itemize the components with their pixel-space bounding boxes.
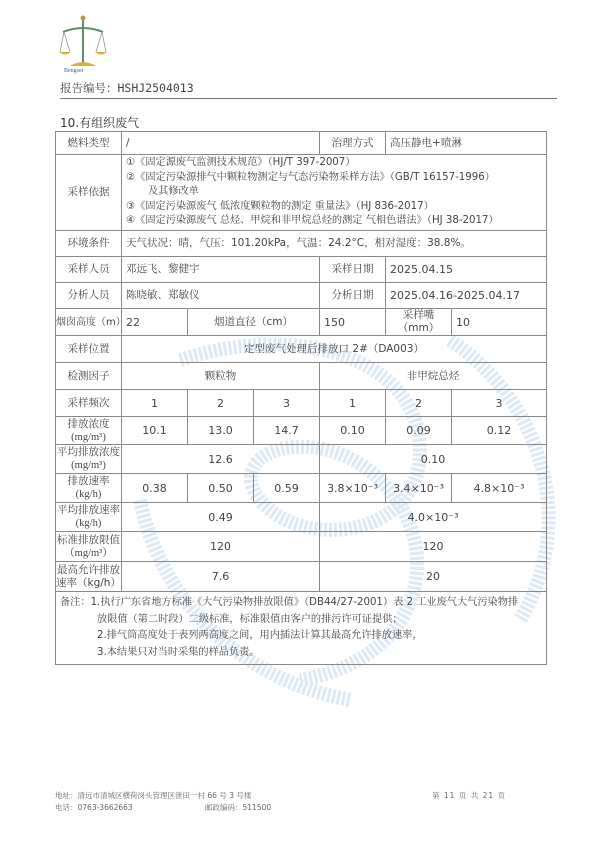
footer-phone: 电话：0763-3662663 [55, 803, 133, 812]
rate-cell: 0.50 [188, 474, 254, 503]
basis-label: 采样依据 [56, 155, 122, 231]
avg-concentration-label-text: 平均排放浓度 [57, 446, 120, 458]
sampler-row [56, 257, 547, 283]
rate-label [56, 474, 122, 503]
concentration-label-text: 排放浓度 [67, 417, 110, 430]
env-label: 环境条件 [56, 231, 122, 257]
limit-row [56, 532, 547, 562]
concentration-unit: (mg/m³) [71, 431, 106, 443]
factor-label: 检测因子 [56, 363, 122, 390]
max-rate-nmhc: 20 [320, 562, 547, 592]
fuel-type-value: / [122, 132, 320, 155]
rate-cell: 3.8×10⁻³ [320, 474, 386, 503]
basis-line-4: ④《固定污染源废气 总烃、甲烷和非甲烷总烃的测定 气相色谱法》（HJ 38-2017） [126, 215, 499, 227]
sample-date-value: 2025.04.15 [386, 257, 547, 283]
notes-label: 备注： [60, 597, 91, 608]
footer [55, 790, 271, 814]
sampler-value: 邓远飞、黎健宇 [122, 257, 320, 283]
factor-nmhc: 非甲烷总烃 [320, 363, 547, 390]
notes-row [56, 592, 547, 665]
rate-label-text: 排放速率 [67, 475, 110, 487]
logo-text: Bengser [64, 68, 84, 74]
avg-concentration-unit: (mg/m³) [71, 460, 106, 471]
avg-concentration-label [56, 445, 122, 474]
limit-particulate: 120 [122, 532, 320, 562]
concentration-cell: 14.7 [254, 417, 320, 445]
report-number [60, 80, 557, 99]
analyst-value: 陈晓敏、郑敏仪 [122, 283, 320, 309]
limit-label-text: 标准排放限值 [57, 533, 120, 546]
basis-line-2: ②《固定污染源排气中颗粒物测定与气态污染物采样方法》（GB/T 16157-1996） [126, 171, 495, 183]
page-info: 第 11 页 共 21 页 [432, 791, 507, 800]
treatment-value: 高压静电+喷淋 [386, 132, 547, 155]
max-rate-label-line2: 速率（kg/h） [56, 576, 121, 589]
basis-line-1: ①《固定源废气监测技术规范》（HJ/T 397-2007） [126, 157, 356, 169]
frequency-cell: 2 [386, 390, 452, 417]
basis-line-2b: 及其修改单 [148, 186, 199, 198]
frequency-label: 采样频次 [56, 390, 122, 417]
analysis-date-value: 2025.04.16-2025.04.17 [386, 283, 547, 309]
sampler-label: 采样人员 [56, 257, 122, 283]
report-number-value: HSHJ2504013 [117, 81, 194, 95]
analyst-row [56, 283, 547, 309]
frequency-row [56, 390, 547, 417]
concentration-cell: 10.1 [122, 417, 188, 445]
concentration-row [56, 417, 547, 445]
concentration-cell: 0.12 [452, 417, 547, 445]
stack-height-label: 烟囱高度（m） [56, 309, 122, 336]
concentration-cell: 0.10 [320, 417, 386, 445]
max-rate-label [56, 562, 122, 592]
limit-unit: （mg/m³） [64, 547, 113, 559]
env-row [56, 231, 547, 257]
nozzle-label: 采样嘴（mm） [386, 309, 452, 336]
note-line-1: 1.执行广东省地方标准《大气污染物排放限值》（DB44/27-2001）表 2 工业废气大气污染物排 [90, 597, 519, 608]
basis-row [56, 155, 547, 231]
limit-label [56, 532, 122, 562]
avg-concentration-particulate: 12.6 [122, 445, 320, 474]
duct-diameter-value: 150 [320, 309, 386, 336]
concentration-label [56, 417, 122, 445]
max-rate-row [56, 562, 547, 592]
frequency-cell: 2 [188, 390, 254, 417]
rate-cell: 3.4×10⁻³ [386, 474, 452, 503]
notes [56, 592, 547, 665]
emission-table [55, 131, 547, 665]
rate-cell: 0.59 [254, 474, 320, 503]
report-number-label: 报告编号： [60, 81, 118, 95]
company-logo-icon [58, 12, 108, 74]
rate-row [56, 474, 547, 503]
stack-row [56, 309, 547, 336]
fuel-row [56, 132, 547, 155]
max-rate-label-line1: 最高允许排放 [57, 563, 120, 576]
avg-concentration-nmhc: 0.10 [320, 445, 547, 474]
avg-rate-unit: (kg/h) [75, 518, 102, 529]
avg-rate-nmhc: 4.0×10⁻³ [320, 503, 547, 532]
avg-rate-label-text: 平均排放速率 [57, 504, 120, 516]
rate-cell: 4.8×10⁻³ [452, 474, 547, 503]
sample-date-label: 采样日期 [320, 257, 386, 283]
factor-particulate: 颗粒物 [122, 363, 320, 390]
footer-postcode: 邮政编码：511500 [205, 803, 272, 812]
note-line-3: 3.本结果只对当时采集的样品负责。 [97, 646, 260, 658]
analysis-date-label: 分析日期 [320, 283, 386, 309]
frequency-cell: 3 [452, 390, 547, 417]
max-rate-particulate: 7.6 [122, 562, 320, 592]
footer-address: 地址：清远市清城区横荷岗头管理区泄田一村 66 号 3 号楼 [55, 791, 252, 800]
avg-rate-row [56, 503, 547, 532]
rate-unit: (kg/h) [75, 489, 102, 500]
env-value: 天气状况：晴，气压：101.20kPa，气温：24.2°C，相对湿度：38.8%。 [122, 231, 547, 257]
location-row [56, 336, 547, 363]
frequency-cell: 1 [122, 390, 188, 417]
note-line-1b: 放限值（第二时段）二级标准，标准限值由客户的排污许可证提供； [97, 613, 403, 625]
fuel-type-label: 燃料类型 [56, 132, 122, 155]
location-value: 定型废气处理后排放口 2#（DA003） [122, 336, 547, 363]
rate-cell: 0.38 [122, 474, 188, 503]
concentration-cell: 0.09 [386, 417, 452, 445]
avg-rate-label [56, 503, 122, 532]
avg-rate-particulate: 0.49 [122, 503, 320, 532]
concentration-cell: 13.0 [188, 417, 254, 445]
stack-height-value: 22 [122, 309, 188, 336]
section-title: 10.有组织废气 [60, 116, 140, 130]
treatment-label: 治理方式 [320, 132, 386, 155]
location-label: 采样位置 [56, 336, 122, 363]
analyst-label: 分析人员 [56, 283, 122, 309]
frequency-cell: 3 [254, 390, 320, 417]
duct-diameter-label: 烟道直径（cm） [188, 309, 320, 336]
avg-concentration-row [56, 445, 547, 474]
nozzle-value: 10 [452, 309, 547, 336]
basis-line-3: ③《固定污染源废气 低浓度颗粒物的测定 重量法》（HJ 836-2017） [126, 200, 434, 212]
basis-value [122, 155, 547, 231]
frequency-cell: 1 [320, 390, 386, 417]
factor-row [56, 363, 547, 390]
limit-nmhc: 120 [320, 532, 547, 562]
note-line-2: 2.排气筒高度处于表列两高度之间，用内插法计算其最高允许排放速率， [97, 630, 423, 641]
